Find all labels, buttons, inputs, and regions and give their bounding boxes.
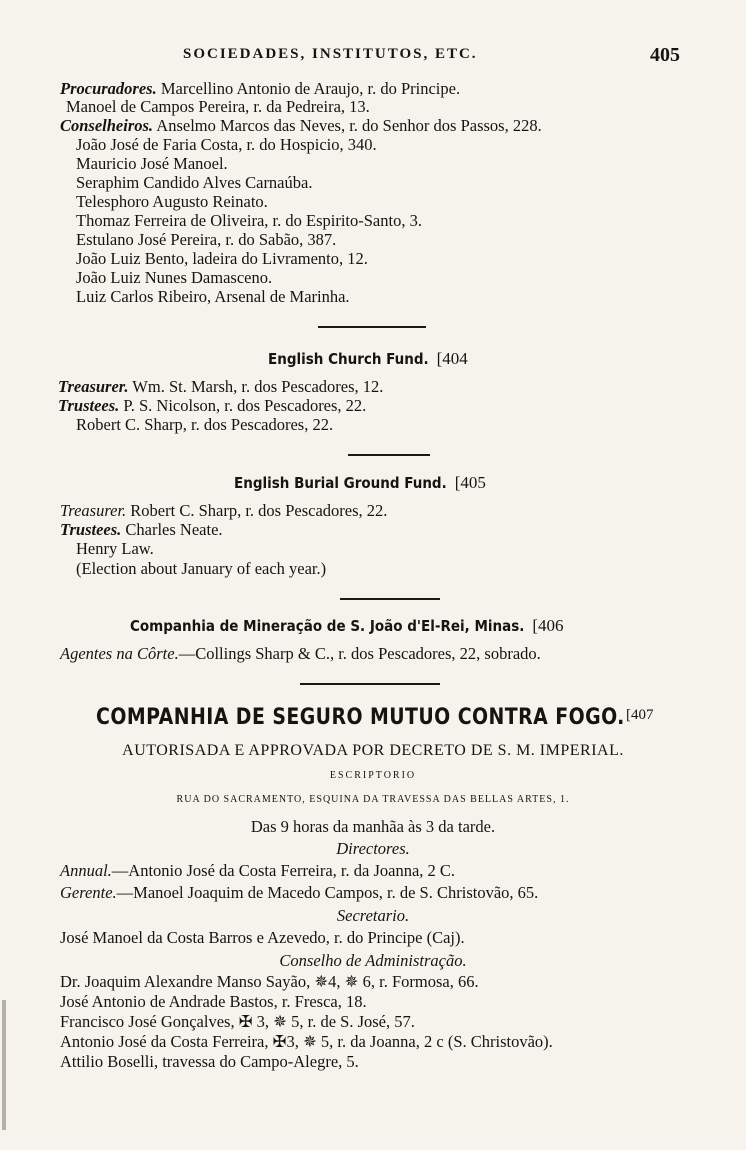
- section-divider: [340, 598, 440, 600]
- office-heading: ESCRIPTORIO: [329, 770, 417, 781]
- entry-line: Treasurer. Robert C. Sharp, r. dos Pescadores, 22.: [60, 501, 388, 520]
- entry-line: Gerente.—Manoel Joaquim de Macedo Campos, r. de S. Christovão, 65.: [60, 883, 539, 902]
- entry-line: Dr. Joaquim Alexandre Manso Sayão, ✵4, ✵ 6, r. Formosa, 66.: [60, 972, 479, 991]
- entry-line: Trustees. P. S. Nicolson, r. dos Pescadores, 22.: [58, 396, 367, 415]
- company-title: COMPANHIA DE SEGURO MUTUO CONTRA FOGO.: [96, 705, 625, 730]
- entry-line: Agentes na Côrte.—Collings Sharp & C., r. dos Pescadores, 22, sobrado.: [60, 644, 541, 663]
- entry-line: Treasurer. Wm. St. Marsh, r. dos Pescadores, 12.: [58, 377, 384, 396]
- section-divider: [348, 454, 430, 456]
- section-title: English Church Fund. [404: [268, 349, 468, 368]
- entry-line: Conselheiros. Anselmo Marcos das Neves, r. do Senhor dos Passos, 228.: [60, 116, 542, 135]
- entry-line: João José de Faria Costa, r. do Hospicio, 340.: [76, 135, 377, 154]
- header-title: SOCIEDADES, INSTITUTOS, ETC.: [183, 46, 478, 62]
- entry-line: João Luiz Bento, ladeira do Livramento, 12.: [76, 249, 368, 268]
- entry-line: Attilio Boselli, travessa do Campo-Alegre, 5.: [60, 1052, 359, 1071]
- entry-line: João Luiz Nunes Damasceno.: [76, 268, 273, 287]
- entry-line: Mauricio José Manoel.: [76, 154, 228, 173]
- office-address: RUA DO SACRAMENTO, ESQUINA DA TRAVESSA DAS BELLAS ARTES, 1.: [176, 794, 570, 805]
- directors-heading: Directores.: [336, 839, 410, 858]
- company-subtitle: AUTORISADA E APPROVADA POR DECRETO DE S. M. IMPERIAL.: [122, 742, 624, 759]
- section-ref: [407: [626, 707, 654, 723]
- section-ref: [405: [454, 473, 486, 492]
- entry-line: Annual.—Antonio José da Costa Ferreira, r. da Joanna, 2 C.: [60, 861, 456, 880]
- page-edge-mark: [2, 1000, 6, 1130]
- council-heading: Conselho de Administração.: [279, 951, 467, 970]
- entry-line: José Manoel da Costa Barros e Azevedo, r. do Principe (Caj).: [60, 928, 465, 947]
- page-number: 405: [650, 44, 680, 66]
- section-ref: [404: [436, 349, 468, 368]
- secretary-heading: Secretario.: [336, 906, 410, 925]
- entry-line: Luiz Carlos Ribeiro, Arsenal de Marinha.: [76, 287, 350, 306]
- entry-line: Procuradores. Marcellino Antonio de Araujo, r. do Principe.: [60, 79, 461, 98]
- entry-line: Robert C. Sharp, r. dos Pescadores, 22.: [76, 415, 334, 434]
- entry-line: Trustees. Charles Neate.: [60, 520, 223, 539]
- entry-line: Thomaz Ferreira de Oliveira, r. do Espirito-Santo, 3.: [76, 211, 422, 230]
- entry-line: Francisco José Gonçalves, ✠ 3, ✵ 5, r. de S. José, 57.: [60, 1012, 415, 1031]
- office-hours: Das 9 horas da manhãa às 3 da tarde.: [250, 817, 496, 836]
- section-divider: [318, 326, 426, 328]
- entry-line: Henry Law.: [76, 539, 154, 558]
- section-title: English Burial Ground Fund. [405: [234, 473, 486, 492]
- entry-line: Estulano José Pereira, r. do Sabão, 387.: [76, 230, 337, 249]
- entry-line: Seraphim Candido Alves Carnaúba.: [76, 173, 313, 192]
- entry-line: Manoel de Campos Pereira, r. da Pedreira, 13.: [66, 97, 370, 116]
- entry-line: (Election about January of each year.): [76, 559, 327, 578]
- section-ref: [406: [532, 616, 564, 635]
- section-divider: [300, 683, 440, 685]
- entry-line: José Antonio de Andrade Bastos, r. Fresca, 18.: [60, 992, 367, 1011]
- entry-line: Telesphoro Augusto Reinato.: [76, 192, 268, 211]
- entry-line: Antonio José da Costa Ferreira, ✠3, ✵ 5, r. da Joanna, 2 c (S. Christovão).: [60, 1032, 553, 1051]
- section-title: Companhia de Mineração de S. João d'El-Rei, Minas. [406: [130, 616, 564, 635]
